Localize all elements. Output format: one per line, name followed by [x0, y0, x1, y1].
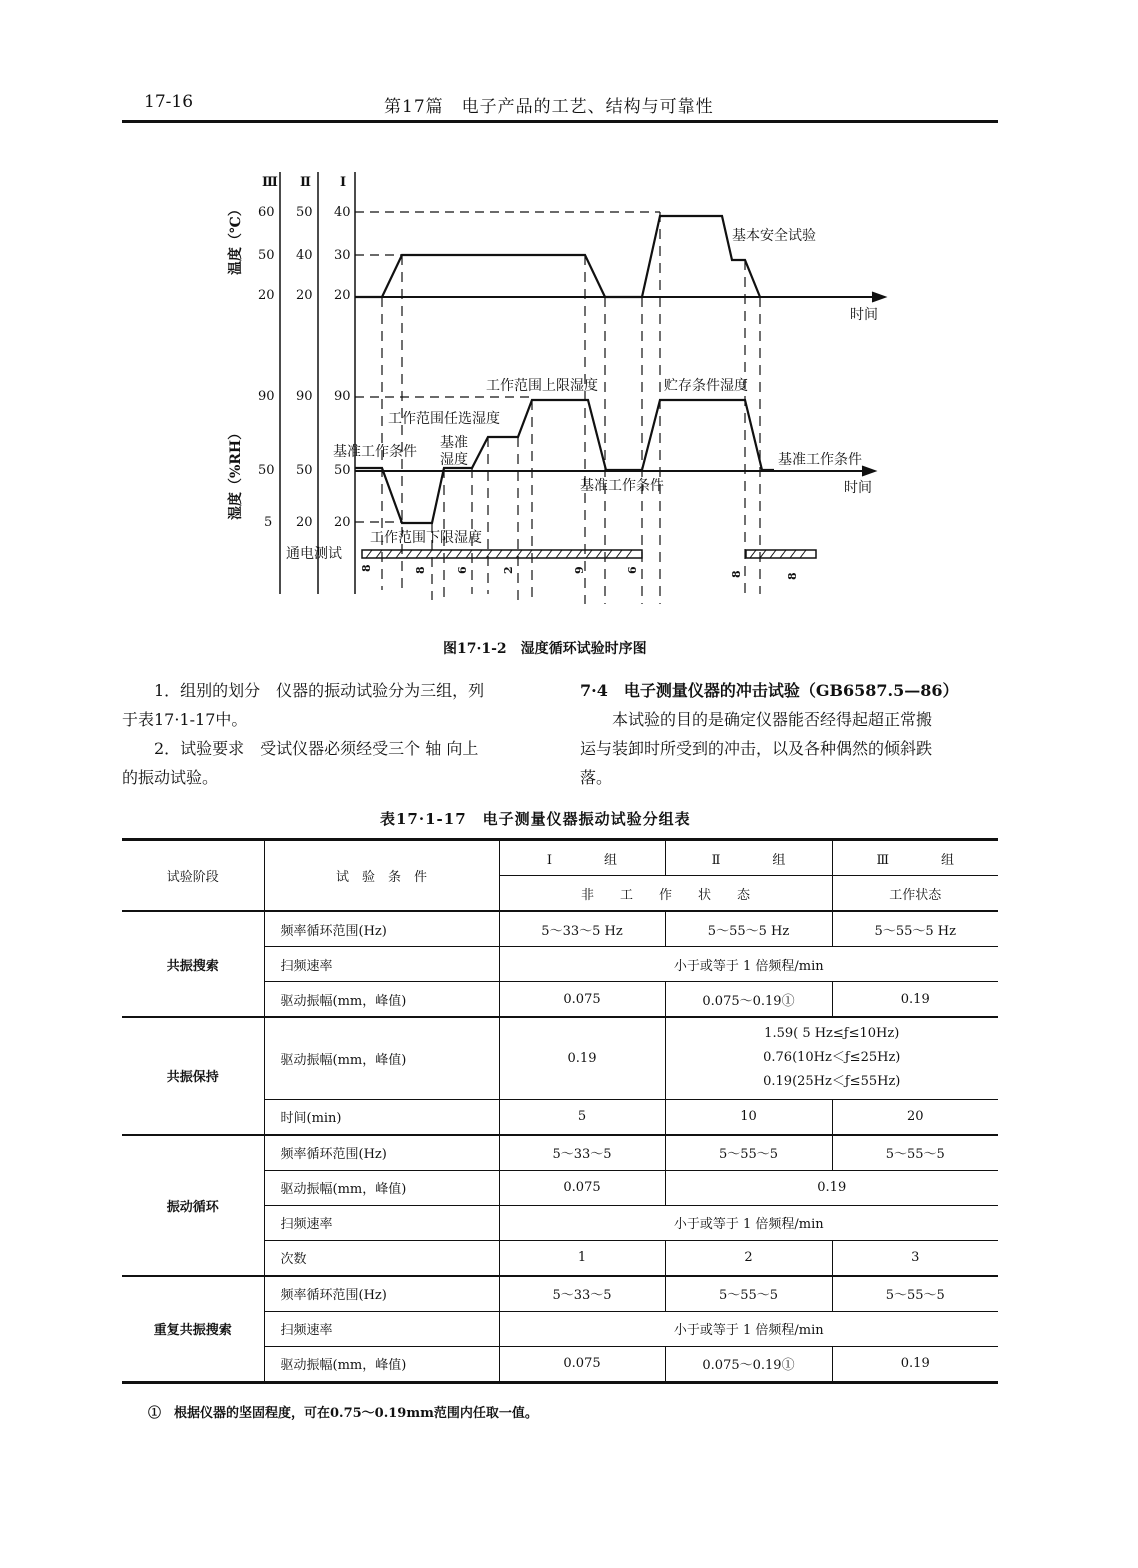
cell-value: 5～33～5 Hz — [499, 911, 665, 947]
cell-value: 3 — [832, 1240, 998, 1276]
head-state-nonwork: 非 工 作 状 态 — [499, 876, 832, 912]
marker-label: 8 — [360, 564, 373, 572]
table-footnote: ① 根据仪器的坚固程度，可在0.75～0.19mm范围内任取一值。 — [148, 1406, 538, 1421]
table-caption: 表17·1-17 电子测量仪器振动试验分组表 — [380, 810, 691, 828]
right-p-line1: 本试验的目的是确定仪器能否经得起超正常搬 — [612, 710, 933, 729]
cell-value: 5～55～5 — [665, 1135, 832, 1171]
table-head — [122, 840, 998, 912]
ref-humidity-label: 基准 — [440, 435, 468, 451]
condition-label: 频率循环范围(Hz) — [264, 1276, 499, 1312]
group1-label: Ⅰ — [340, 175, 347, 190]
head-group1: Ⅰ 组 — [499, 840, 665, 876]
condition-label: 扫频速率 — [264, 1311, 499, 1346]
cell-value: 0.19 — [832, 1346, 998, 1382]
temp-tick: 20 — [334, 288, 351, 303]
condition-label: 频率循环范围(Hz) — [264, 911, 499, 947]
cell-value: 0.075 — [499, 982, 665, 1018]
running-title: 第17篇 电子产品的工艺、结构与可靠性 — [384, 97, 714, 117]
marker-label: 2 — [502, 566, 515, 574]
group-repeat-search — [122, 1276, 998, 1383]
power-test-bar-1 — [362, 550, 642, 558]
hum-tick: 20 — [296, 515, 313, 530]
right-p-line3: 落。 — [580, 768, 613, 787]
amp-line: 0.76(10Hz＜ƒ≤25Hz) — [763, 1050, 901, 1066]
hum-tick: 90 — [296, 389, 313, 404]
stage-label: 共振搜索 — [122, 911, 264, 1017]
optional-humidity-label: 工作范围任选湿度 — [388, 411, 500, 427]
ref-work-bottom-label: 基准工作条件 — [580, 478, 664, 494]
vibration-test-table — [122, 838, 998, 1384]
condition-label: 扫频速率 — [264, 947, 499, 982]
stage-label: 共振保持 — [122, 1017, 264, 1135]
cell-value: 5 — [499, 1099, 665, 1135]
hum-axis-arrow — [862, 466, 876, 476]
temp-tick: 20 — [258, 288, 275, 303]
condition-label: 扫频速率 — [264, 1205, 499, 1240]
cell-value: 0.075～0.19① — [665, 1346, 832, 1382]
basic-safety-label: 基本安全试验 — [732, 228, 816, 244]
cell-value: 小于或等于 1 倍频程/min — [499, 1205, 998, 1240]
cell-value: 5～55～5 Hz — [832, 911, 998, 947]
hum-tick: 50 — [296, 463, 313, 478]
storage-humidity-label: 贮存条件湿度 — [664, 378, 748, 394]
lower-humidity-label: 工作范围下限湿度 — [370, 530, 482, 546]
right-p-line2: 运与装卸时所受到的冲击，以及各种偶然的倾斜跌 — [580, 739, 933, 758]
stage-label: 振动循环 — [122, 1135, 264, 1276]
temp-tick: 50 — [258, 248, 275, 263]
cell-value: 小于或等于 1 倍频程/min — [499, 1311, 998, 1346]
group3-label: Ⅲ — [262, 175, 278, 190]
left-column — [122, 676, 554, 792]
marker-label: 8 — [730, 570, 743, 578]
cell-value: 1 — [499, 1240, 665, 1276]
cell-value: 5～55～5 — [832, 1276, 998, 1312]
left-p2-line2: 的振动试验。 — [122, 768, 219, 787]
marker-label: 6 — [626, 566, 639, 574]
head-stage: 试验阶段 — [122, 840, 264, 912]
stage-label: 重复共振搜索 — [122, 1276, 264, 1383]
head-state-work: 工作状态 — [832, 876, 998, 912]
cell-value: 0.19 — [832, 982, 998, 1018]
temp-tick: 20 — [296, 288, 313, 303]
condition-label: 驱动振幅(mm，峰值) — [264, 1017, 499, 1099]
temperature-profile — [355, 216, 760, 297]
temp-tick: 30 — [334, 248, 351, 263]
hum-tick: 90 — [334, 389, 351, 404]
cell-value: 5～55～5 — [832, 1135, 998, 1171]
page-number: 17-16 — [144, 92, 194, 112]
head-condition: 试 验 条 件 — [264, 840, 499, 912]
condition-label: 频率循环范围(Hz) — [264, 1135, 499, 1171]
group-resonance-dwell — [122, 1017, 998, 1135]
temp-tick: 40 — [296, 248, 313, 263]
hum-tick: 5 — [264, 515, 273, 530]
cell-value: 5～55～5 Hz — [665, 911, 832, 947]
section-heading: 7·4 电子测量仪器的冲击试验（GB6587.5—86） — [580, 681, 959, 700]
cell-value: 20 — [832, 1099, 998, 1135]
group-resonance-search — [122, 911, 998, 1017]
cell-value: 0.075～0.19① — [665, 982, 832, 1018]
ref-humidity-label: 湿度 — [440, 452, 468, 468]
temp-axis-label: 温度（℃） — [228, 202, 244, 275]
group-vibration-cycle — [122, 1135, 998, 1276]
hum-tick: 20 — [334, 515, 351, 530]
power-test-hatching — [366, 550, 806, 558]
group2-label: Ⅱ — [300, 175, 311, 190]
humidity-cycle-diagram — [0, 0, 1138, 630]
cell-value: 0.19 — [499, 1017, 665, 1099]
power-test-label: 通电测试 — [286, 546, 342, 562]
condition-label: 时间(min) — [264, 1099, 499, 1135]
cell-value: 小于或等于 1 倍频程/min — [499, 947, 998, 982]
cell-value: 2 — [665, 1240, 832, 1276]
ref-work-right-label: 基准工作条件 — [778, 452, 862, 468]
temp-tick: 60 — [258, 205, 275, 220]
head-group2: Ⅱ 组 — [665, 840, 832, 876]
left-p1-line1: 1．组别的划分 仪器的振动试验分为三组，列 — [154, 681, 485, 700]
amp-line: 1.59( 5 Hz≤ƒ≤10Hz) — [764, 1026, 900, 1042]
cell-value-multi — [665, 1017, 998, 1099]
hum-tick: 90 — [258, 389, 275, 404]
left-p2-line1: 2．试验要求 受试仪器必须经受三个 轴 向上 — [154, 739, 479, 758]
temp-axis-arrow — [872, 292, 886, 302]
right-column — [580, 676, 1000, 792]
condition-label: 驱动振幅(mm，峰值) — [264, 1170, 499, 1205]
figure-caption: 图17·1-2 湿度循环试验时序图 — [443, 641, 647, 657]
cell-value: 0.19 — [665, 1170, 998, 1205]
amp-line: 0.19(25Hz＜ƒ≤55Hz) — [763, 1074, 901, 1090]
marker-label: 8 — [786, 572, 799, 580]
condition-label: 驱动振幅(mm，峰值) — [264, 1346, 499, 1382]
cell-value: 0.075 — [499, 1346, 665, 1382]
marker-label: 8 — [414, 566, 427, 574]
cell-value: 0.075 — [499, 1170, 665, 1205]
head-group3: Ⅲ 组 — [832, 840, 998, 876]
hum-tick: 50 — [258, 463, 275, 478]
temp-tick: 40 — [334, 205, 351, 220]
left-p1-line2: 于表17·1-17中。 — [122, 710, 248, 729]
cell-value: 5～55～5 — [665, 1276, 832, 1312]
condition-label: 次数 — [264, 1240, 499, 1276]
cell-value: 5～33～5 — [499, 1135, 665, 1171]
marker-label: 6 — [456, 566, 469, 574]
temp-time-label: 时间 — [850, 307, 878, 323]
hum-tick: 50 — [334, 463, 351, 478]
upper-humidity-label: 工作范围上限湿度 — [486, 378, 598, 394]
temp-tick: 50 — [296, 205, 313, 220]
marker-label: 9 — [573, 566, 586, 574]
hum-axis-label: 湿度（%RH） — [228, 425, 244, 520]
ref-work-left-label: 基准工作条件 — [333, 444, 417, 460]
condition-label: 驱动振幅(mm，峰值) — [264, 982, 499, 1018]
cell-value: 5～33～5 — [499, 1276, 665, 1312]
cell-value: 10 — [665, 1099, 832, 1135]
hum-time-label: 时间 — [844, 480, 872, 496]
